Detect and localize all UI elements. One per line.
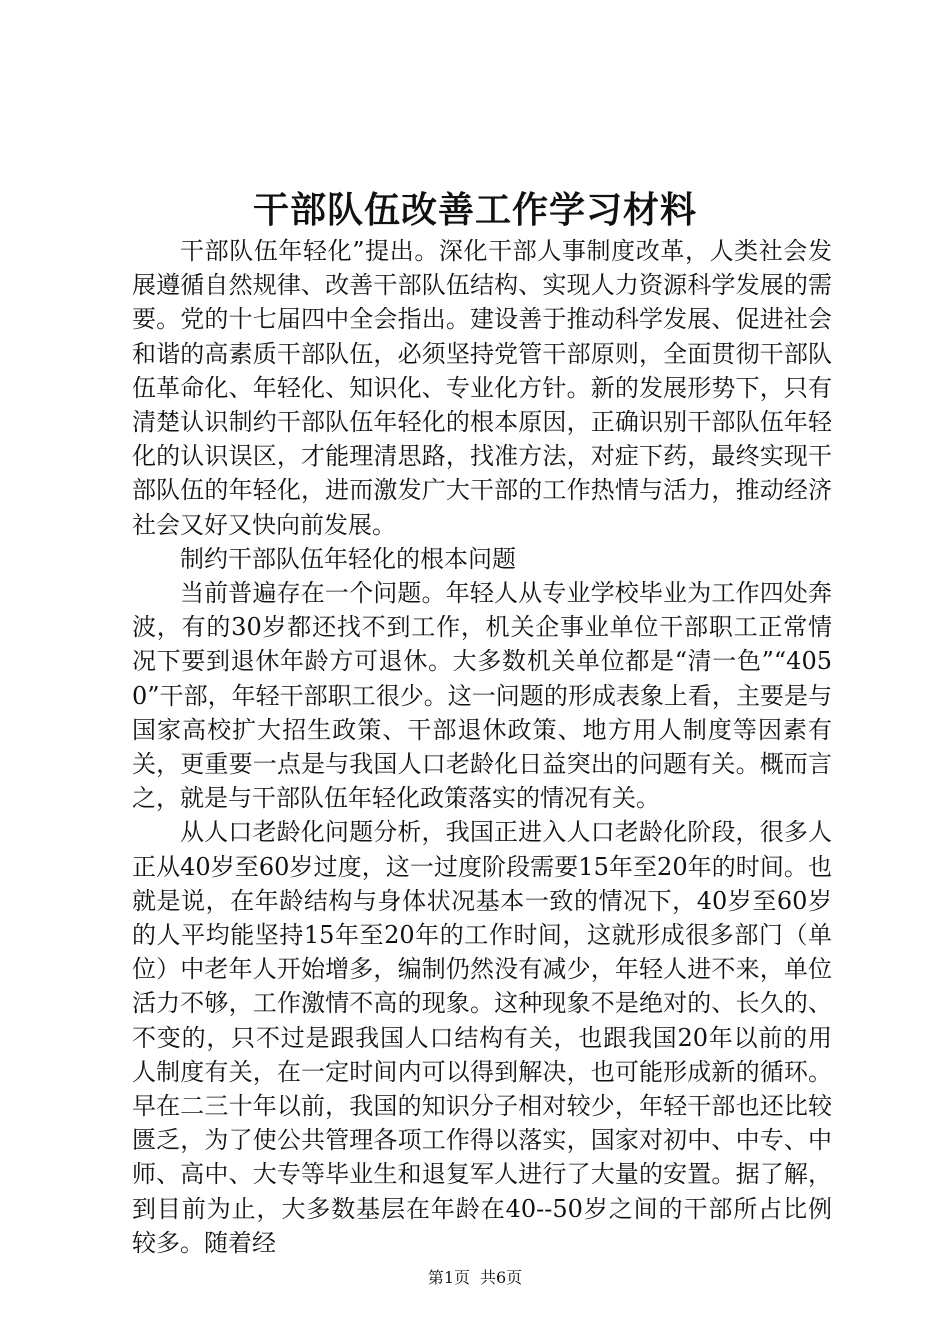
- section-heading: 制约干部队伍年轻化的根本问题: [180, 544, 516, 573]
- paragraph-aging-analysis: 从人口老龄化问题分析，我国正进入人口老龄化阶段，很多人正从40岁至60岁过度，这一过度阶段需要15年至20年的时间。也就是说，在年龄结构与身体状况基本一致的情况下，40岁至60岁的人平均能坚持15年至20年的工作时间，这就形成很多部门（单位）中老年人开始增多，编制仍然没有减少，年轻人进不来，单位活力不够，工作激情不高的现象。这种现象不是绝对的、长久的、不变的，只不过是跟我国人口结构有关，也跟我国20年以前的用人制度有关，在一定时间内可以得到解决，也可能形成新的循环。早在二三十年以前，我国的知识分子相对较少，年轻干部也还比较匮乏，为了使公共管理各项工作得以落实，国家对初中、中专、中师、高中、大专等毕业生和退复军人进行了大量的安置。据了解，到目前为止，大多数基层在年龄在40--50岁之间的干部所占比例较多。随着经: [132, 818, 832, 1257]
- page-footer: [0, 1268, 950, 1288]
- paragraph-problem: 当前普遍存在一个问题。年轻人从专业学校毕业为工作四处奔波，有的30岁都还找不到工作，机关企事业单位干部职工正常情况下要到退休年龄方可退休。大多数机关单位都是“清一色”“4050”干部，年轻干部职工很少。这一问题的形成表象上看，主要是与国家高校扩大招生政策、干部退休政策、地方用人制度等因素有关，更重要一点是与我国人口老龄化日益突出的问题有关。概而言之，就是与干部队伍年轻化政策落实的情况有关。: [132, 579, 832, 813]
- page-number: 第1页: [427, 1268, 470, 1287]
- paragraph-intro: 干部队伍年轻化”提出。深化干部人事制度改革，人类社会发展遵循自然规律、改善干部队伍结构、实现人力资源科学发展的需要。党的十七届四中全会指出。建设善于推动科学发展、促进社会和谐的高素质干部队伍，必须坚持党管干部原则，全面贯彻干部队伍革命化、年轻化、知识化、专业化方针。新的发展形势下，只有清楚认识制约干部队伍年轻化的根本原因，正确识别干部队伍年轻化的认识误区，才能理清思路，找准方法，对症下药，最终实现干部队伍的年轻化，进而激发广大干部的工作热情与活力，推动经济社会又好又快向前发展。: [132, 237, 832, 539]
- page-total: 共6页: [480, 1268, 523, 1287]
- document-title: 干部队伍改善工作学习材料: [252, 189, 697, 231]
- document-body: [132, 234, 832, 1260]
